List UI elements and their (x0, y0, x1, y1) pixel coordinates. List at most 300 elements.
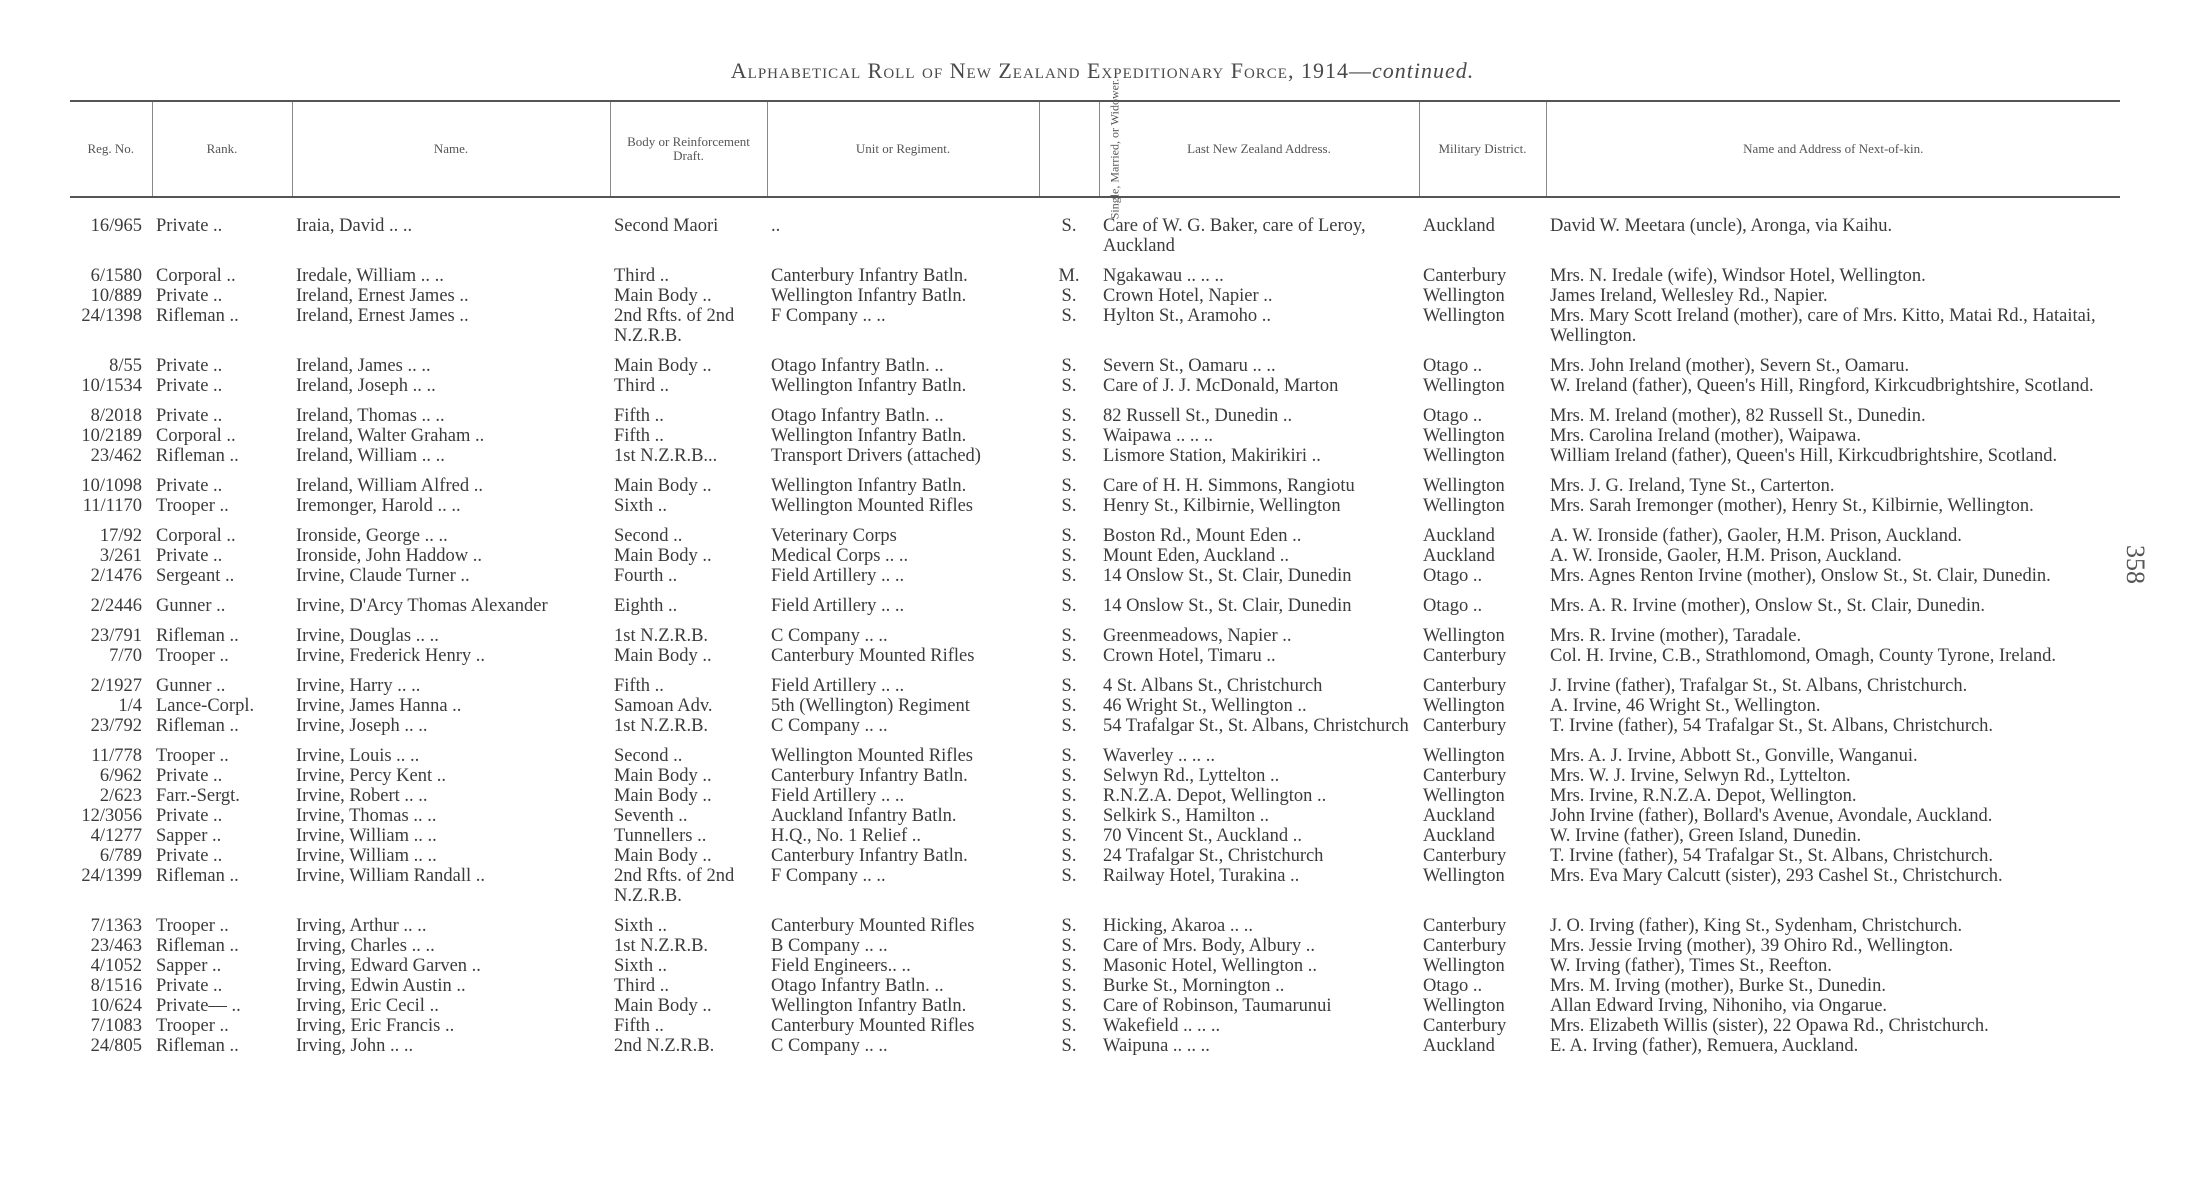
table-row (70, 786, 2120, 806)
rank-cell: Private .. (156, 806, 223, 826)
unit-cell: Wellington Infantry Batln. (771, 376, 967, 396)
header-unit: Unit or Regiment. (767, 101, 1039, 197)
rank-cell: Farr.-Sergt. (156, 786, 240, 806)
rank-cell: Lance-Corpl. (156, 696, 255, 716)
table-row (70, 546, 2120, 566)
table-row (70, 346, 2120, 376)
body-cell: Samoan Adv. (614, 696, 713, 716)
table-row (70, 766, 2120, 786)
name-cell: Irving, Eric Francis .. (296, 1016, 455, 1036)
name-cell: Irvine, Robert .. .. (296, 786, 428, 806)
reg-no-cell: 10/1098 (81, 476, 142, 496)
address-cell: 24 Trafalgar St., Christchurch (1103, 846, 1324, 866)
next-of-kin-cell: J. Irvine (father), Trafalgar St., St. Albans, Christchurch. (1550, 676, 1968, 696)
name-cell: Irvine, Louis .. .. (296, 746, 420, 766)
reg-no-cell: 24/1398 (81, 306, 142, 326)
next-of-kin-cell: Mrs. A. J. Irvine, Abbott St., Gonville, Wanganui. (1550, 746, 1918, 766)
body-cell: Fifth .. (614, 426, 664, 446)
district-cell: Wellington (1423, 426, 1505, 446)
page-title-suffix: continued. (1371, 58, 1475, 83)
next-of-kin-cell: Mrs. N. Iredale (wife), Windsor Hotel, Wellington. (1550, 266, 1926, 286)
district-cell: Auckland (1423, 806, 1495, 826)
table-row (70, 906, 2120, 936)
unit-cell: Field Artillery .. .. (771, 676, 905, 696)
status-cell: S. (1061, 496, 1077, 516)
name-cell: Irving, Eric Cecil .. (296, 996, 439, 1016)
name-cell: Ironside, John Haddow .. (296, 546, 483, 566)
rank-cell: Gunner .. (156, 596, 226, 616)
name-cell: Ireland, Walter Graham .. (296, 426, 485, 446)
reg-no-cell: 2/623 (99, 786, 142, 806)
address-cell: 4 St. Albans St., Christchurch (1103, 676, 1323, 696)
unit-cell: Wellington Mounted Rifles (771, 746, 973, 766)
district-cell: Wellington (1423, 626, 1505, 646)
reg-no-cell: 2/1476 (90, 566, 142, 586)
unit-cell: Veterinary Corps (771, 526, 897, 546)
unit-cell: H.Q., No. 1 Relief .. (771, 826, 922, 846)
name-cell: Irvine, Joseph .. .. (296, 716, 428, 736)
next-of-kin-cell: Allan Edward Irving, Nihoniho, via Ongarue. (1550, 996, 1888, 1016)
rank-cell: Private .. (156, 356, 223, 376)
table-row (70, 446, 2120, 466)
next-of-kin-cell: John Irvine (father), Bollard's Avenue, Avondale, Auckland. (1550, 806, 1993, 826)
body-cell: Main Body .. (614, 846, 712, 866)
body-cell: Third .. (614, 376, 669, 396)
name-cell: Ironside, George .. .. (296, 526, 448, 546)
address-cell: R.N.Z.A. Depot, Wellington .. (1103, 786, 1327, 806)
address-cell: Waipawa .. .. .. (1103, 426, 1213, 446)
rank-cell: Corporal .. (156, 266, 236, 286)
table-row (70, 566, 2120, 586)
status-cell: S. (1061, 286, 1077, 306)
unit-cell: Canterbury Mounted Rifles (771, 646, 975, 666)
reg-no-cell: 6/789 (99, 846, 142, 866)
unit-cell: Field Artillery .. .. (771, 596, 905, 616)
address-cell: Boston Rd., Mount Eden .. (1103, 526, 1302, 546)
reg-no-cell: 23/462 (90, 446, 142, 466)
rank-cell: Private .. (156, 846, 223, 866)
status-cell: S. (1061, 376, 1077, 396)
district-cell: Otago .. (1423, 356, 1483, 376)
next-of-kin-cell: Mrs. A. R. Irvine (mother), Onslow St., St. Clair, Dunedin. (1550, 596, 1986, 616)
table-row (70, 866, 2120, 906)
body-cell: Main Body .. (614, 646, 712, 666)
header-row (70, 101, 2120, 197)
district-cell: Wellington (1423, 996, 1505, 1016)
table-row (70, 1036, 2120, 1056)
table-row (70, 996, 2120, 1016)
district-cell: Otago .. (1423, 976, 1483, 996)
table-row (70, 956, 2120, 976)
table-row (70, 666, 2120, 696)
district-cell: Canterbury (1423, 646, 1507, 666)
district-cell: Canterbury (1423, 846, 1507, 866)
status-cell: S. (1061, 976, 1077, 996)
address-cell: Care of J. J. McDonald, Marton (1103, 376, 1339, 396)
body-cell: Fifth .. (614, 1016, 664, 1036)
reg-no-cell: 2/1927 (90, 676, 142, 696)
name-cell: Ireland, Thomas .. .. (296, 406, 445, 426)
rank-cell: Rifleman .. (156, 866, 239, 886)
status-cell: S. (1061, 626, 1077, 646)
reg-no-cell: 8/55 (109, 356, 142, 376)
unit-cell: Auckland Infantry Batln. (771, 806, 957, 826)
district-cell: Wellington (1423, 286, 1505, 306)
body-cell: Seventh .. (614, 806, 688, 826)
body-cell: 2nd Rfts. of 2nd N.Z.R.B. (614, 866, 735, 906)
table-row (70, 716, 2120, 736)
reg-no-cell: 6/1580 (90, 266, 142, 286)
status-cell: S. (1061, 596, 1077, 616)
rank-cell: Rifleman .. (156, 716, 239, 736)
reg-no-cell: 10/889 (90, 286, 142, 306)
next-of-kin-cell: Mrs. M. Irving (mother), Burke St., Dunedin. (1550, 976, 1887, 996)
unit-cell: Canterbury Infantry Batln. (771, 846, 968, 866)
status-cell: S. (1061, 916, 1077, 936)
name-cell: Irvine, Claude Turner .. (296, 566, 470, 586)
reg-no-cell: 24/805 (90, 1036, 142, 1056)
body-cell: 2nd Rfts. of 2nd N.Z.R.B. (614, 306, 735, 346)
name-cell: Irvine, Harry .. .. (296, 676, 421, 696)
unit-cell: Otago Infantry Batln. .. (771, 976, 944, 996)
roll-body (70, 197, 2120, 1056)
page-title: Alphabetical Roll of New Zealand Expeditionary Force, 1914—continued. (730, 58, 1475, 83)
status-cell: S. (1061, 646, 1077, 666)
body-cell: 1st N.Z.R.B. (614, 936, 709, 956)
status-cell: S. (1061, 566, 1077, 586)
reg-no-cell: 7/1083 (90, 1016, 142, 1036)
name-cell: Ireland, William .. .. (296, 446, 445, 466)
district-cell: Otago .. (1423, 566, 1483, 586)
next-of-kin-cell: Mrs. R. Irvine (mother), Taradale. (1550, 626, 1802, 646)
body-cell: Sixth .. (614, 916, 667, 936)
rank-cell: Sapper .. (156, 956, 222, 976)
district-cell: Canterbury (1423, 1016, 1507, 1036)
next-of-kin-cell: Mrs. John Ireland (mother), Severn St., Oamaru. (1550, 356, 1910, 376)
name-cell: Iredale, William .. .. (296, 266, 444, 286)
reg-no-cell: 10/624 (90, 996, 142, 1016)
status-cell: S. (1061, 766, 1077, 786)
district-cell: Canterbury (1423, 936, 1507, 956)
table-row (70, 976, 2120, 996)
address-cell: 14 Onslow St., St. Clair, Dunedin (1103, 566, 1352, 586)
table-row (70, 826, 2120, 846)
name-cell: Irvine, Douglas .. .. (296, 626, 439, 646)
body-cell: Second .. (614, 526, 683, 546)
next-of-kin-cell: W. Ireland (father), Queen's Hill, Ringford, Kirkcudbrightshire, Scotland. (1550, 376, 2094, 396)
body-cell: Main Body .. (614, 286, 712, 306)
rank-cell: Trooper .. (156, 746, 229, 766)
district-cell: Wellington (1423, 786, 1505, 806)
status-cell: S. (1061, 956, 1077, 976)
next-of-kin-cell: Mrs. Irvine, R.N.Z.A. Depot, Wellington. (1550, 786, 1857, 806)
header-status (1039, 78, 1121, 220)
name-cell: Ireland, Joseph .. .. (296, 376, 436, 396)
body-cell: Fourth .. (614, 566, 678, 586)
reg-no-cell: 1/4 (118, 696, 142, 716)
next-of-kin-cell: A. Irvine, 46 Wright St., Wellington. (1550, 696, 1821, 716)
next-of-kin-cell: Mrs. Agnes Renton Irvine (mother), Onslow St., St. Clair, Dunedin. (1550, 566, 2051, 586)
next-of-kin-cell: W. Irving (father), Times St., Reefton. (1550, 956, 1832, 976)
table-row (70, 586, 2120, 616)
table-row (70, 376, 2120, 396)
body-cell: 1st N.Z.R.B... (614, 446, 718, 466)
address-cell: Crown Hotel, Timaru .. (1103, 646, 1276, 666)
status-cell: S. (1061, 936, 1077, 956)
unit-cell: Canterbury Mounted Rifles (771, 916, 975, 936)
table-row (70, 806, 2120, 826)
address-cell: Burke St., Mornington .. (1103, 976, 1285, 996)
body-cell: Main Body .. (614, 786, 712, 806)
district-cell: Auckland (1423, 216, 1495, 236)
status-cell: S. (1061, 476, 1077, 496)
roll-table (70, 78, 2120, 1056)
address-cell: Henry St., Kilbirnie, Wellington (1103, 496, 1341, 516)
unit-cell: Field Engineers.. .. (771, 956, 911, 976)
body-cell: 2nd N.Z.R.B. (614, 1036, 715, 1056)
district-cell: Canterbury (1423, 916, 1507, 936)
address-cell: Care of Mrs. Body, Albury .. (1103, 936, 1316, 956)
unit-cell: F Company .. .. (771, 866, 886, 886)
reg-no-cell: 8/2018 (90, 406, 142, 426)
name-cell: Irving, Charles .. .. (296, 936, 435, 956)
header-status-label: Single, Married, or Widower. (1106, 78, 1121, 220)
unit-cell: B Company .. .. (771, 936, 888, 956)
rank-cell: Rifleman .. (156, 936, 239, 956)
table-row (70, 1016, 2120, 1036)
reg-no-cell: 16/965 (90, 216, 142, 236)
reg-no-cell: 3/261 (99, 546, 142, 566)
reg-no-cell: 10/2189 (81, 426, 142, 446)
unit-cell: F Company .. .. (771, 306, 886, 326)
rank-cell: Private .. (156, 766, 223, 786)
rank-cell: Private .. (156, 286, 223, 306)
name-cell: Irvine, William .. .. (296, 846, 437, 866)
table-row (70, 306, 2120, 346)
rank-cell: Sergeant .. (156, 566, 235, 586)
rank-cell: Private .. (156, 476, 223, 496)
rank-cell: Corporal .. (156, 426, 236, 446)
next-of-kin-cell: Mrs. Sarah Iremonger (mother), Henry St., Kilbirnie, Wellington. (1550, 496, 2034, 516)
next-of-kin-cell: Mrs. Eva Mary Calcutt (sister), 293 Cashel St., Christchurch. (1550, 866, 2003, 886)
reg-no-cell: 23/791 (90, 626, 142, 646)
status-cell: S. (1061, 866, 1077, 886)
table-row (70, 256, 2120, 286)
table-row (70, 426, 2120, 446)
reg-no-cell: 17/92 (99, 526, 142, 546)
name-cell: Irving, John .. .. (296, 1036, 414, 1056)
reg-no-cell: 2/2446 (90, 596, 142, 616)
district-cell: Otago .. (1423, 406, 1483, 426)
status-cell: S. (1061, 826, 1077, 846)
name-cell: Iremonger, Harold .. .. (296, 496, 461, 516)
name-cell: Ireland, William Alfred .. (296, 476, 483, 496)
unit-cell: Otago Infantry Batln. .. (771, 406, 944, 426)
next-of-kin-cell: Col. H. Irvine, C.B., Strathlomond, Omagh, County Tyrone, Ireland. (1550, 646, 2057, 666)
status-cell: S. (1061, 1016, 1077, 1036)
next-of-kin-cell: Mrs. J. G. Ireland, Tyne St., Carterton. (1550, 476, 1835, 496)
next-of-kin-cell: Mrs. M. Ireland (mother), 82 Russell St., Dunedin. (1550, 406, 1926, 426)
address-cell: Ngakawau .. .. .. (1103, 266, 1224, 286)
address-cell: Care of H. H. Simmons, Rangiotu (1103, 476, 1355, 496)
body-cell: 1st N.Z.R.B. (614, 626, 709, 646)
header-name: Name. (292, 101, 610, 197)
address-cell: Mount Eden, Auckland .. (1103, 546, 1290, 566)
next-of-kin-cell: W. Irvine (father), Green Island, Dunedin. (1550, 826, 1862, 846)
name-cell: Ireland, Ernest James .. (296, 286, 469, 306)
address-cell: Waverley .. .. .. (1103, 746, 1216, 766)
body-cell: Second Maori (614, 216, 719, 236)
rank-cell: Sapper .. (156, 826, 222, 846)
district-cell: Canterbury (1423, 676, 1507, 696)
table-row (70, 516, 2120, 546)
body-cell: Main Body .. (614, 996, 712, 1016)
status-cell: S. (1061, 696, 1077, 716)
status-cell: M. (1058, 266, 1080, 286)
address-cell: 46 Wright St., Wellington .. (1103, 696, 1307, 716)
address-cell: Greenmeadows, Napier .. (1103, 626, 1292, 646)
district-cell: Wellington (1423, 956, 1505, 976)
address-cell: Selkirk S., Hamilton .. (1103, 806, 1269, 826)
body-cell: Fifth .. (614, 406, 664, 426)
status-cell: S. (1061, 676, 1077, 696)
address-cell: Crown Hotel, Napier .. (1103, 286, 1273, 306)
status-cell: S. (1061, 996, 1077, 1016)
header-body: Body or Reinforcement Draft. (610, 101, 767, 197)
district-cell: Otago .. (1423, 596, 1483, 616)
district-cell: Wellington (1423, 746, 1505, 766)
table-row (70, 466, 2120, 496)
district-cell: Wellington (1423, 866, 1505, 886)
unit-cell: Wellington Mounted Rifles (771, 496, 973, 516)
header-address: Last New Zealand Address. (1099, 101, 1419, 197)
name-cell: Irvine, James Hanna .. (296, 696, 462, 716)
body-cell: Main Body .. (614, 476, 712, 496)
page-number: 358 (2121, 545, 2150, 584)
table-row (70, 197, 2120, 256)
status-cell: S. (1061, 406, 1077, 426)
status-cell: S. (1061, 786, 1077, 806)
reg-no-cell: 4/1052 (90, 956, 142, 976)
district-cell: Auckland (1423, 546, 1495, 566)
address-cell: Wakefield .. .. .. (1103, 1016, 1221, 1036)
unit-cell: C Company .. .. (771, 716, 888, 736)
name-cell: Irving, Edwin Austin .. (296, 976, 466, 996)
unit-cell: Canterbury Infantry Batln. (771, 766, 968, 786)
district-cell: Wellington (1423, 496, 1505, 516)
rank-cell: Private .. (156, 546, 223, 566)
status-cell: S. (1061, 746, 1077, 766)
status-cell: S. (1061, 446, 1077, 466)
address-cell: Masonic Hotel, Wellington .. (1103, 956, 1317, 976)
rank-cell: Rifleman .. (156, 1036, 239, 1056)
unit-cell: Canterbury Infantry Batln. (771, 266, 968, 286)
status-cell: S. (1061, 806, 1077, 826)
next-of-kin-cell: A. W. Ironside (father), Gaoler, H.M. Prison, Auckland. (1550, 526, 1962, 546)
next-of-kin-cell: J. O. Irving (father), King St., Sydenham, Christchurch. (1550, 916, 1963, 936)
address-cell: Railway Hotel, Turakina .. (1103, 866, 1300, 886)
header-next-of-kin: Name and Address of Next-of-kin. (1546, 101, 2120, 197)
table-row (70, 616, 2120, 646)
rank-cell: Rifleman .. (156, 446, 239, 466)
next-of-kin-cell: Mrs. Carolina Ireland (mother), Waipawa. (1550, 426, 1862, 446)
unit-cell: Canterbury Mounted Rifles (771, 1016, 975, 1036)
body-cell: 1st N.Z.R.B. (614, 716, 709, 736)
district-cell: Canterbury (1423, 716, 1507, 736)
address-cell: Care of Robinson, Taumarunui (1103, 996, 1332, 1016)
rank-cell: Private .. (156, 976, 223, 996)
unit-cell: Field Artillery .. .. (771, 786, 905, 806)
unit-cell: C Company .. .. (771, 626, 888, 646)
district-cell: Wellington (1423, 306, 1505, 326)
header-district: Military District. (1419, 101, 1546, 197)
header-rank: Rank. (152, 101, 292, 197)
table-row (70, 736, 2120, 766)
district-cell: Auckland (1423, 826, 1495, 846)
name-cell: Irvine, Thomas .. .. (296, 806, 437, 826)
unit-cell: C Company .. .. (771, 1036, 888, 1056)
reg-no-cell: 8/1516 (90, 976, 142, 996)
status-cell: S. (1061, 306, 1077, 326)
table-row (70, 846, 2120, 866)
district-cell: Wellington (1423, 696, 1505, 716)
reg-no-cell: 10/1534 (81, 376, 142, 396)
reg-no-cell: 4/1277 (90, 826, 142, 846)
reg-no-cell: 7/70 (109, 646, 142, 666)
next-of-kin-cell: David W. Meetara (uncle), Aronga, via Kaihu. (1550, 216, 1893, 236)
next-of-kin-cell: Mrs. Elizabeth Willis (sister), 22 Opawa Rd., Christchurch. (1550, 1016, 1989, 1036)
body-cell: Second .. (614, 746, 683, 766)
status-cell: S. (1061, 426, 1077, 446)
next-of-kin-cell: Mrs. Mary Scott Ireland (mother), care of Mrs. Kitto, Matai Rd., Hataitai, Wellington. (1550, 306, 2096, 346)
address-cell: 70 Vincent St., Auckland .. (1103, 826, 1302, 846)
rank-cell: Trooper .. (156, 646, 229, 666)
name-cell: Irvine, William .. .. (296, 826, 437, 846)
address-cell: Hicking, Akaroa .. .. (1103, 916, 1254, 936)
body-cell: Eighth .. (614, 596, 678, 616)
body-cell: Main Body .. (614, 546, 712, 566)
next-of-kin-cell: William Ireland (father), Queen's Hill, Kirkcudbrightshire, Scotland. (1550, 446, 2058, 466)
address-cell: Waipuna .. .. .. (1103, 1036, 1210, 1056)
table-row (70, 696, 2120, 716)
reg-no-cell: 24/1399 (81, 866, 142, 886)
status-cell: S. (1061, 546, 1077, 566)
table-row (70, 646, 2120, 666)
district-cell: Wellington (1423, 476, 1505, 496)
rank-cell: Rifleman .. (156, 626, 239, 646)
next-of-kin-cell: T. Irvine (father), 54 Trafalgar St., St. Albans, Christchurch. (1550, 846, 1994, 866)
body-cell: Tunnellers .. (614, 826, 707, 846)
rank-cell: Rifleman .. (156, 306, 239, 326)
address-cell: Care of W. G. Baker, care of Leroy, Auckland (1103, 216, 1366, 256)
next-of-kin-cell: E. A. Irving (father), Remuera, Auckland. (1550, 1036, 1859, 1056)
status-cell: S. (1061, 846, 1077, 866)
status-cell: S. (1061, 216, 1077, 236)
body-cell: Third .. (614, 976, 669, 996)
name-cell: Irving, Arthur .. .. (296, 916, 427, 936)
unit-cell: Field Artillery .. .. (771, 566, 905, 586)
next-of-kin-cell: James Ireland, Wellesley Rd., Napier. (1550, 286, 1828, 306)
page-title-main: Alphabetical Roll of New Zealand Expeditionary Force, 1914 (730, 58, 1349, 83)
district-cell: Auckland (1423, 1036, 1495, 1056)
rank-cell: Private .. (156, 376, 223, 396)
unit-cell: .. (771, 216, 781, 236)
next-of-kin-cell: T. Irvine (father), 54 Trafalgar St., St. Albans, Christchurch. (1550, 716, 1994, 736)
next-of-kin-cell: A. W. Ironside, Gaoler, H.M. Prison, Auckland. (1550, 546, 1902, 566)
unit-cell: Medical Corps .. .. (771, 546, 909, 566)
address-cell: Hylton St., Aramoho .. (1103, 306, 1272, 326)
rank-cell: Trooper .. (156, 916, 229, 936)
